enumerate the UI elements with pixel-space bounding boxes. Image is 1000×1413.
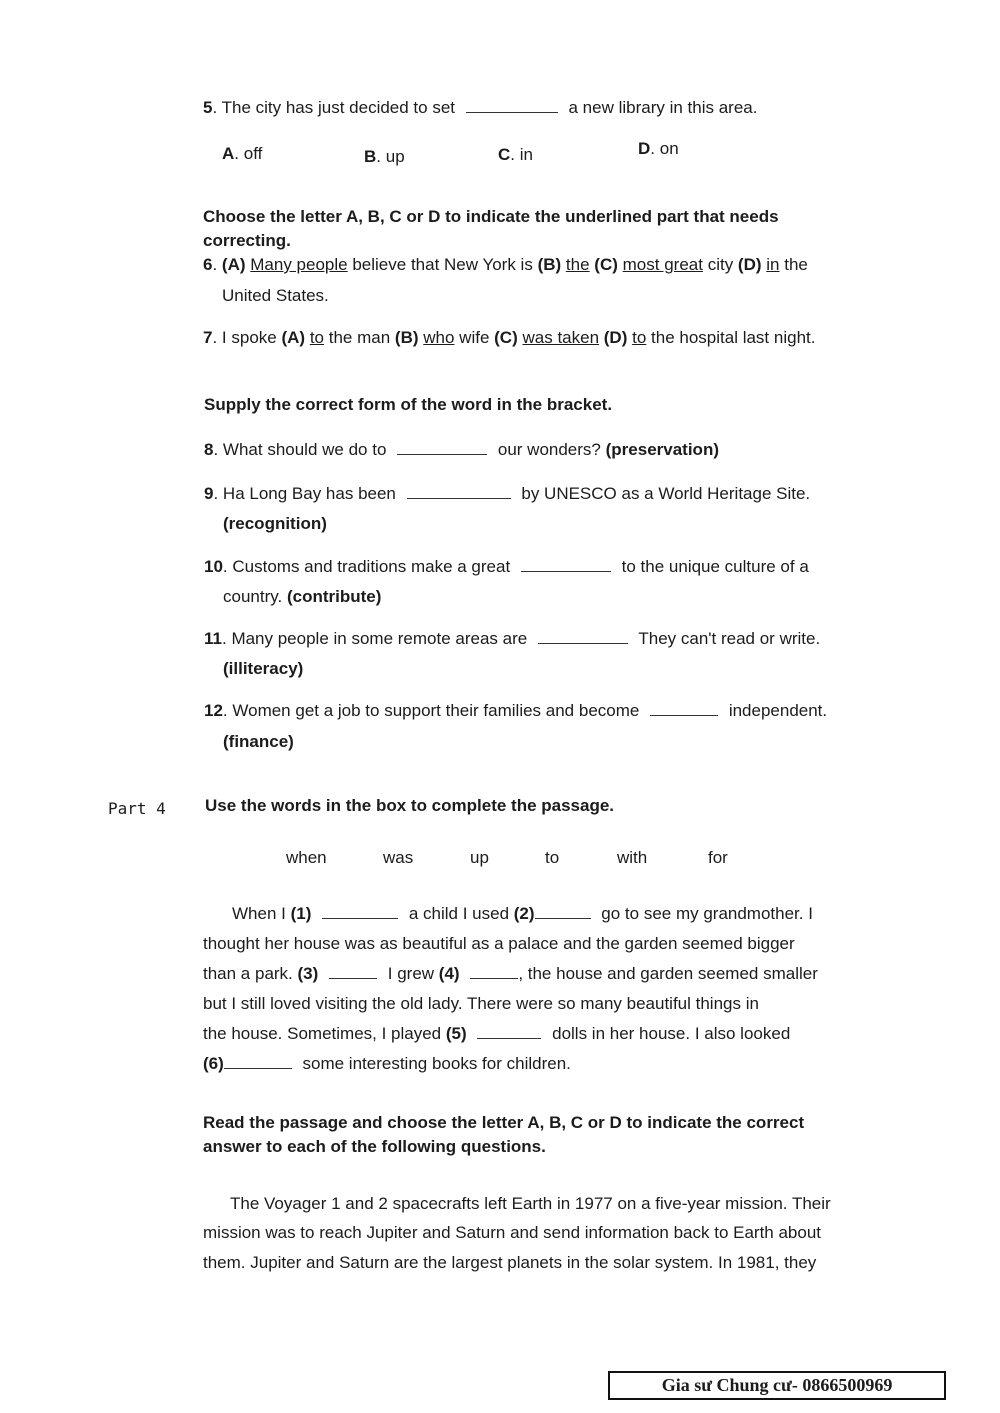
passage-text: dolls in her house. I also looked — [552, 1024, 791, 1043]
passage-blank-2[interactable] — [535, 904, 591, 919]
reading-line: mission was to reach Jupiter and Saturn and send information back to Earth about — [203, 1223, 822, 1242]
passage-line — [232, 902, 813, 926]
passage-text: a child I used — [408, 904, 510, 923]
passage-text: some interesting books for children. — [302, 1054, 571, 1073]
question-text: Women get a job to support their families and become — [232, 701, 640, 720]
question-number: 11 — [204, 629, 222, 648]
word-hint: (finance) — [223, 732, 294, 751]
question-8: 8. What should we do to our wonders? (preservation) — [204, 440, 719, 459]
underlined-d[interactable]: in — [766, 255, 780, 274]
passage-blank-4[interactable] — [470, 964, 518, 979]
question-7: 7. I spoke (A) to the man (B) who wife (C) was taken (D) to the hospital last night. — [203, 328, 816, 347]
word-option: was — [383, 848, 414, 867]
answer-blank[interactable] — [407, 484, 511, 499]
option-text: on — [659, 139, 679, 158]
option-a[interactable]: A. off — [222, 144, 263, 163]
underlined-c[interactable]: most great — [622, 255, 703, 274]
underlined-b[interactable]: who — [423, 328, 455, 347]
blank-number: (6) — [203, 1054, 224, 1073]
passage-text: the house. Sometimes, I played — [203, 1024, 442, 1043]
part-label: Part 4 — [108, 799, 166, 818]
question-text: our wonders? — [497, 440, 601, 459]
question-text: a new library in this area. — [568, 98, 758, 117]
underlined-a[interactable]: Many people — [250, 255, 348, 274]
question-text: believe that New York is — [352, 255, 533, 274]
question-12: 12. Women get a job to support their families and become independent. — [204, 701, 828, 720]
question-text: Ha Long Bay has been — [222, 484, 396, 503]
word-hint: (recognition) — [223, 514, 327, 533]
question-number: 5 — [203, 98, 213, 117]
underlined-b[interactable]: the — [565, 255, 590, 274]
question-text: city — [707, 255, 734, 274]
question-9: 9. Ha Long Bay has been by UNESCO as a World Heritage Site. — [204, 484, 811, 503]
underlined-a[interactable]: to — [309, 328, 324, 347]
section-heading-wordform: Supply the correct form of the word in the bracket. — [204, 395, 613, 414]
word-option: to — [545, 848, 560, 867]
question-10-line2 — [223, 585, 381, 609]
word-option: with — [617, 848, 648, 867]
option-d[interactable]: D. on — [638, 139, 679, 158]
passage-line — [203, 1022, 790, 1046]
passage-text: than a park. — [203, 964, 293, 983]
question-text: The city has just decided to set — [221, 98, 456, 117]
answer-blank[interactable] — [397, 440, 487, 455]
marker-c: (C) — [494, 328, 518, 347]
word-option: when — [286, 848, 327, 867]
option-text: in — [519, 145, 533, 164]
question-11: 11. Many people in some remote areas are They can't read or write. — [204, 629, 821, 648]
reading-heading: answer to each of the following questions. — [203, 1137, 546, 1156]
option-b[interactable]: B. up — [364, 147, 405, 166]
question-text: country. — [223, 587, 283, 606]
word-hint: (illiteracy) — [223, 659, 304, 678]
question-5: 5. The city has just decided to set a new library in this area. — [203, 98, 758, 117]
passage-blank-5[interactable] — [477, 1024, 541, 1039]
marker-a: (A) — [281, 328, 306, 347]
question-text: Customs and traditions make a great — [232, 557, 511, 576]
word-option: up — [470, 848, 489, 867]
question-10: 10. Customs and traditions make a great to the unique culture of a — [204, 557, 809, 576]
option-text: off — [243, 144, 263, 163]
question-number: 10 — [204, 557, 223, 576]
question-6: 6. (A) Many people believe that New York is (B) the (C) most great city (D) in the — [203, 255, 808, 274]
marker-d: (D) — [603, 328, 628, 347]
option-text: up — [385, 147, 405, 166]
answer-blank[interactable] — [538, 629, 628, 644]
option-letter: C — [498, 145, 511, 164]
marker-d: (D) — [737, 255, 762, 274]
option-letter: D — [638, 139, 651, 158]
marker-a: (A) — [221, 255, 246, 274]
blank-number: (2) — [513, 904, 535, 923]
question-number: 6 — [203, 255, 213, 274]
answer-blank[interactable] — [650, 701, 718, 716]
question-text: I spoke — [221, 328, 277, 347]
word-hint: (preservation) — [605, 440, 719, 459]
passage-line: but I still loved visiting the old lady. There were so many beautiful things in — [203, 994, 759, 1013]
underlined-c[interactable]: was taken — [522, 328, 600, 347]
reading-line: The Voyager 1 and 2 spacecrafts left Earth in 1977 on a five-year mission. Their — [230, 1194, 831, 1213]
passage-line — [203, 962, 818, 986]
question-number: 9 — [204, 484, 214, 503]
footer-contact: Gia sư Chung cư- 0866500969 — [608, 1371, 946, 1400]
passage-blank-6[interactable] — [224, 1054, 292, 1069]
question-text: Many people in some remote areas are — [231, 629, 528, 648]
passage-blank-1[interactable] — [322, 904, 398, 919]
passage-text: , the house and garden seemed smaller — [518, 964, 818, 983]
passage-text: I grew — [387, 964, 435, 983]
question-text: the man — [328, 328, 391, 347]
question-text: to the unique culture of a — [621, 557, 809, 576]
blank-number: (3) — [297, 964, 319, 983]
reading-heading: Read the passage and choose the letter A, B, C or D to indicate the correct — [203, 1113, 805, 1132]
answer-blank[interactable] — [521, 557, 611, 572]
passage-text: When I — [232, 904, 286, 923]
blank-number: (4) — [438, 964, 460, 983]
question-text: the hospital last night. — [651, 328, 816, 347]
question-number: 12 — [204, 701, 223, 720]
option-letter: B — [364, 147, 377, 166]
passage-text: go to see my grandmother. I — [601, 904, 813, 923]
answer-blank[interactable] — [466, 98, 558, 113]
marker-c: (C) — [594, 255, 618, 274]
question-text: the — [784, 255, 808, 274]
question-number: 8 — [204, 440, 214, 459]
word-option: for — [708, 848, 728, 867]
blank-number: (5) — [445, 1024, 467, 1043]
question-text: What should we do to — [222, 440, 387, 459]
blank-number: (1) — [290, 904, 312, 923]
word-box — [0, 848, 1000, 874]
question-text: by UNESCO as a World Heritage Site. — [521, 484, 811, 503]
option-letter: A — [222, 144, 235, 163]
marker-b: (B) — [537, 255, 562, 274]
underlined-d[interactable]: to — [632, 328, 647, 347]
question-6-line2: United States. — [222, 286, 329, 305]
passage-blank-3[interactable] — [329, 964, 377, 979]
passage-line — [203, 1052, 571, 1076]
passage-line: thought her house was as beautiful as a palace and the garden seemed bigger — [203, 934, 795, 953]
reading-line: them. Jupiter and Saturn are the largest planets in the solar system. In 1981, they — [203, 1253, 817, 1272]
part4-heading: Use the words in the box to complete the passage. — [205, 796, 615, 815]
question-text: They can't read or write. — [638, 629, 821, 648]
section-heading-error: Choose the letter A, B, C or D to indicate the underlined part that needs correcting. — [203, 207, 779, 250]
question-text: wife — [459, 328, 490, 347]
marker-b: (B) — [394, 328, 419, 347]
option-c[interactable]: C. in — [498, 145, 533, 164]
question-number: 7 — [203, 328, 213, 347]
question-text: independent. — [728, 701, 828, 720]
word-hint: (contribute) — [286, 587, 382, 606]
